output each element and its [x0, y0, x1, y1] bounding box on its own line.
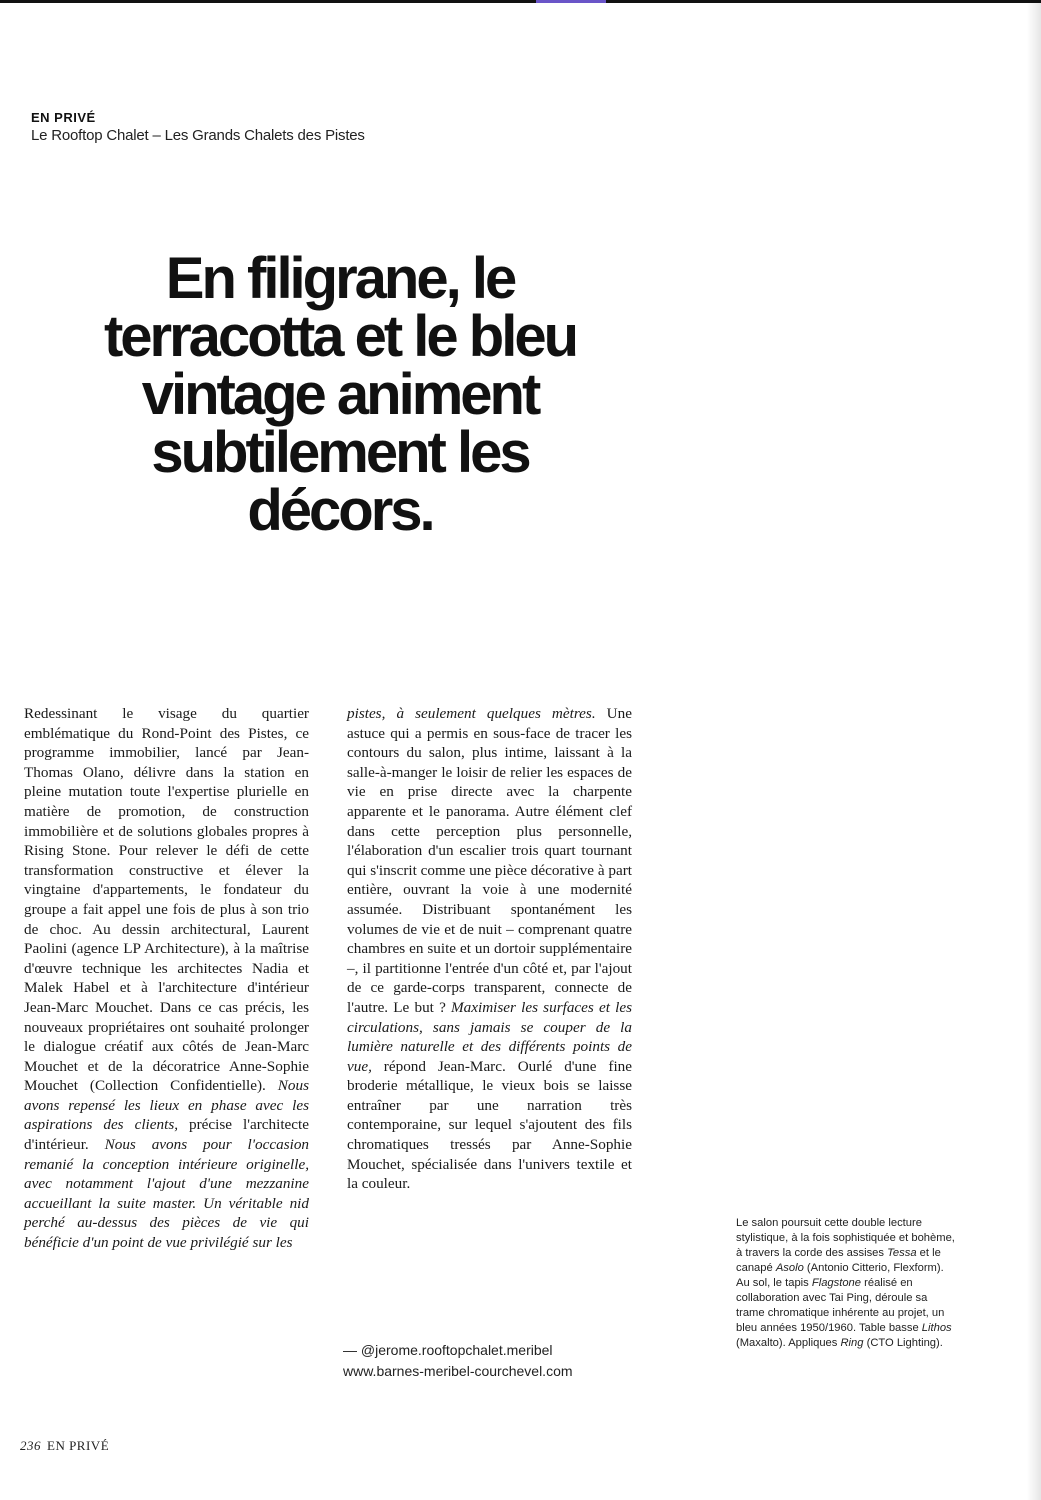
- body-column-2: [347, 704, 632, 1194]
- contact-links: [343, 1340, 573, 1382]
- caption-text: (CTO Lighting).: [863, 1337, 943, 1349]
- quote-text: Nous avons pour l'occasion remanié la conception intérieure originelle, avec notamment l'ajout d'une mezzanine accueillant la suite master. Un véritable nid perché au-dessus des pièces de vie qui bénéficie d'un point de vue privilégié sur les: [24, 1136, 310, 1252]
- caption-italic: Tessa: [887, 1247, 917, 1259]
- quote-text: Nous avons repensé les lieux en phase avec les aspirations des clients,: [24, 1077, 309, 1134]
- top-rule: [0, 0, 1041, 3]
- body-text: Redessinant le visage du quartier emblématique du Rond-Point des Pistes, ce programme immobilier, lancé par Jean-Thomas Olano, délivre dans la station en pleine mutation toute l'expertise plurielle en matière de promotion, de construction immobilière et de solutions globales propres à Rising Stone. Pour relever le défi de cette transformation constructive et élever la vingtaine d'appartements, le fondateur du groupe a fait appel une fois de plus à son trio de choc. Au dessin architectural, Laurent Paolini (agence LP Architecture), à la maîtrise d'œuvre technique les architectes Nadia et Malek Habel et à l'architecture d'intérieur Jean-Marc Mouchet. Dans ce cas précis, les nouveaux propriétaires ont souhaité prolonger le dialogue créatif aux côtés de Jean-Marc Mouchet et de la décoratrice Anne-Sophie Mouchet (Collection Confidentielle).: [24, 705, 309, 1095]
- website-link[interactable]: www.barnes-meribel-courchevel.com: [343, 1363, 573, 1379]
- caption-text: Le salon poursuit cette double lecture stylistique, à la fois sophistiquée et bohème, à travers la corde des assises: [736, 1217, 955, 1259]
- caption-italic: Asolo: [775, 1262, 804, 1274]
- caption-text: et le canapé: [736, 1247, 941, 1274]
- quote-text: pistes, à seulement quelques mètres.: [347, 705, 596, 722]
- section-rubric: [31, 110, 365, 144]
- top-rule-accent: [536, 0, 606, 3]
- footer-section: EN PRIVÉ: [47, 1438, 110, 1453]
- photo-caption: [736, 1216, 956, 1351]
- body-text: répond Jean-Marc. Ourlé d'une fine broderie métallique, le vieux bois se laisse entraîner par une narration très contemporaine, sur lequel s'ajoutent des fils chromatiques tressés par Anne-Sophie Mouchet, spécialisée dans l'univers textile et la couleur.: [347, 1057, 632, 1193]
- section-subtitle: Le Rooftop Chalet – Les Grands Chalets des Pistes: [31, 127, 365, 144]
- caption-text: (Maxalto). Appliques: [736, 1337, 841, 1349]
- page-footer: [20, 1438, 109, 1454]
- caption-italic: Ring: [840, 1337, 864, 1349]
- section-label: EN PRIVÉ: [31, 110, 96, 125]
- caption-text: réalisé en collaboration avec Tai Ping, déroule sa trame chromatique inhérente au projet, un bleu années 1950/1960. Table basse: [736, 1277, 945, 1334]
- body-paragraph: [347, 704, 632, 1194]
- instagram-handle[interactable]: — @jerome.rooftopchalet.meribel: [343, 1342, 553, 1358]
- body-text: précise l'architecte d'intérieur.: [24, 1116, 309, 1154]
- body-paragraph: [24, 704, 309, 1253]
- caption-text: (Antonio Citterio, Flexform). Au sol, le tapis: [736, 1262, 944, 1289]
- body-text: Une astuce qui a permis en sous-face de tracer les contours du salon, plus intime, laissant à la salle-à-manger le loisir de relier les espaces de vie en prise directe avec la charpente apparente et le panorama. Autre élément clef dans cette perception plus personnelle, l'élaboration d'un escalier trois quart tournant qui s'inscrit comme une pièce décorative à part entière, ouvrant la voie à une modernité assumée. Distribuant spontanément les volumes de vie et de nuit – comprenant quatre chambres en suite et un dortoir supplémentaire –, il partitionne l'entrée d'un côté et, par l'ajout de ce garde-corps transparent, connecte de l'autre. Le but ?: [347, 705, 632, 1016]
- pull-quote-headline: En filigrane, le terracotta et le bleu vintage animent subtilement les décors.: [103, 246, 577, 543]
- caption-italic: Flagstone: [811, 1277, 862, 1289]
- body-column-1: [24, 704, 309, 1253]
- quote-text: Maximiser les surfaces et les circulations, sans jamais se couper de la lumière naturelle et des différents points de vue,: [347, 998, 632, 1075]
- caption-italic: Lithos: [921, 1322, 952, 1334]
- page-number: 236: [20, 1438, 41, 1453]
- page-gutter-shadow: [1027, 0, 1041, 1500]
